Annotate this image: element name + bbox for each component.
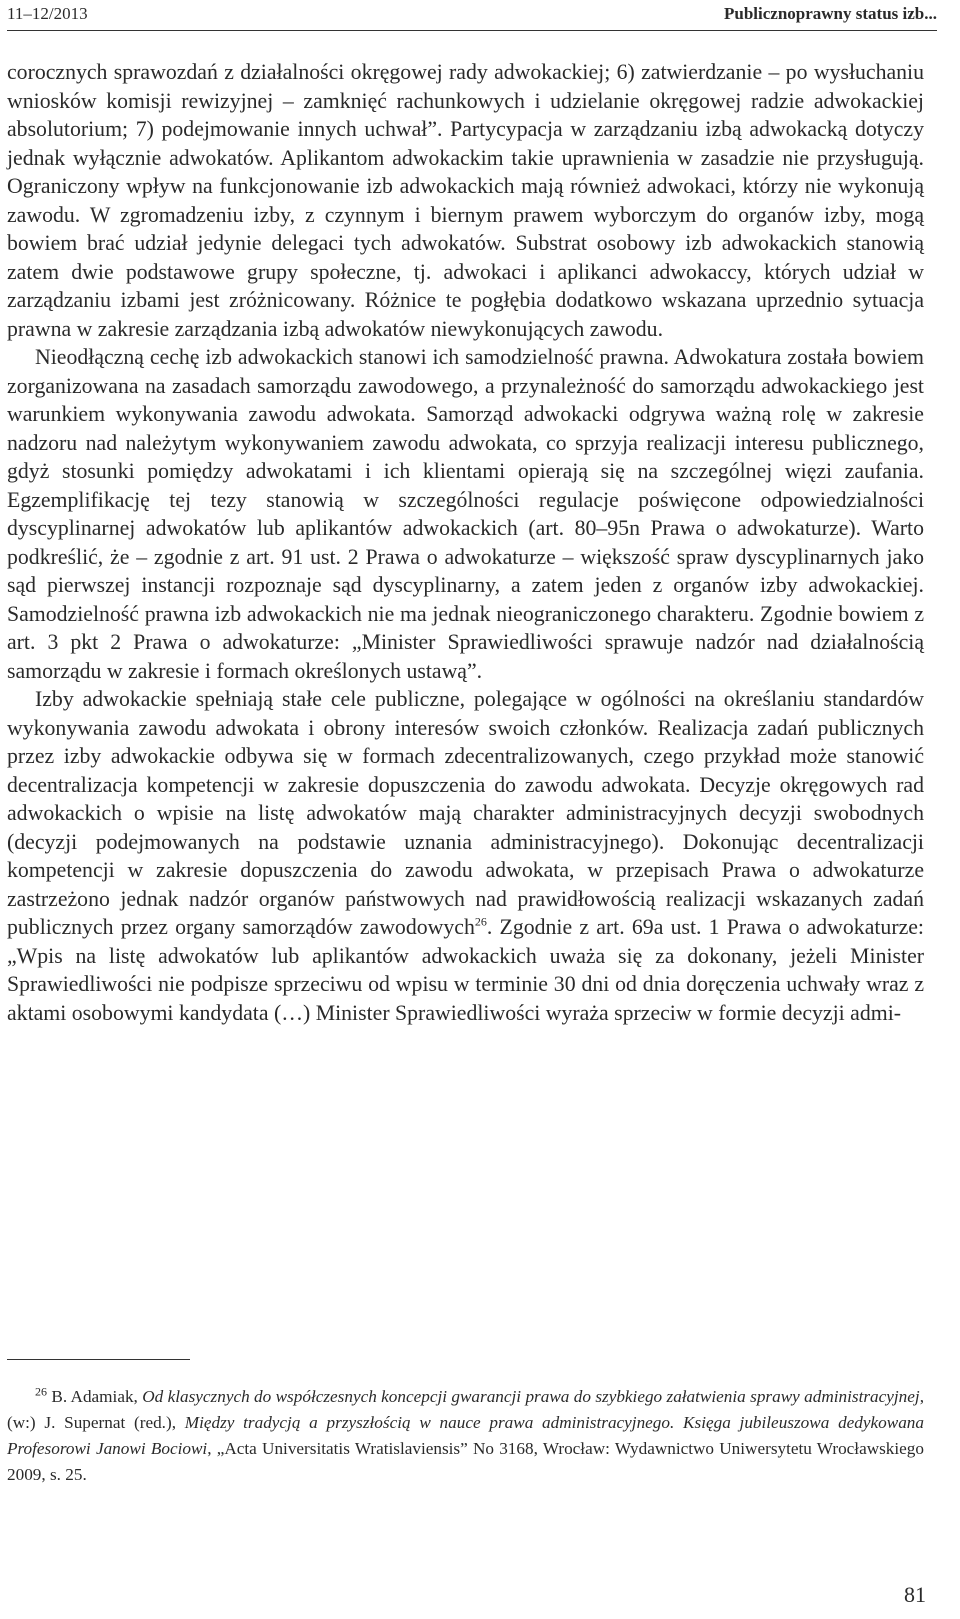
page-number: 81 — [904, 1582, 926, 1607]
issue-number: 11–12/2013 — [7, 4, 88, 23]
footnote-editor: , (w:) J. Supernat (red.), — [7, 1387, 924, 1432]
paragraph-3-part-1: Izby adwokackie spełniają stałe cele publiczne, polegające w ogólności na określaniu standardów wykonywania zawodu adwokata i obrony interesów swoich członków. Realizacja zadań publicznych przez izby adwokackie odbywa się w formach zdecentralizowanych, czego przykład może stanowić decentralizacja kompetencji w zakresie dopuszczenia do zawodu adwokata. Decyzje okręgowych rad adwokackich o wpisie na listę adwokatów mają charakter administracyjnych decyzji swobodnych (decyzji podejmowanych na podstawie uznania administracyjnego). Dokonując decentralizacji kompetencji w zakresie dopuszczenia do zawodu adwokata, w przepisach Prawa o adwokaturze zastrzeżono jednak nadzór organów państwowych nad prawidłowością realizacji wskazanych zadań publicznych przez organy samorządów zawodowych — [7, 687, 924, 939]
footnote-title-1: Od klasycznych do współczesnych koncepcji gwarancji prawa do szybkiego załatwienia sprawy administracyjnej — [142, 1387, 920, 1406]
footnote-publication: , „Acta Universitatis Wratislaviensis” No 3168, Wrocław: Wydawnictwo Uniwersytetu Wrocławskiego 2009, s. 25. — [7, 1439, 924, 1484]
footnote-author: B. Adamiak, — [47, 1387, 143, 1406]
paragraph-1: corocznych sprawozdań z działalności okręgowej rady adwokackiej; 6) zatwierdzanie – po wysłuchaniu wniosków komisji rewizyjnej – zamknięć rachunkowych i udzielanie okręgowej radzie adwokackiej absolutorium; 7) podejmowanie innych uchwał”. Partycypacja w zarządzaniu izbą adwokacką dotyczy jednak wyłącznie adwokatów. Aplikantom adwokackim takie uprawnienia w zasadzie nie przysługują. Ograniczony wpływ na funkcjonowanie izb adwokackich mają również adwokaci, którzy nie wykonują zawodu. W zgromadzeniu izby, z czynnym i biernym prawem wyborczym do organów izby, mogą bowiem brać udział jedynie delegaci tych adwokatów. Substrat osobowy izb adwokackich stanowią zatem dwie podstawowe grupy społeczne, tj. adwokaci i aplikanci adwokaccy, których udział w zarządzaniu izbami jest zróżnicowany. Różnice te pogłębia dodatkowo wskazana uprzednio sytuacja prawna w zakresie zarządzania izbą adwokatów niewykonujących zawodu. — [7, 60, 924, 341]
paragraph-2: Nieodłączną cechę izb adwokackich stanowi ich samodzielność prawna. Adwokatura została bowiem zorganizowana na zasadach samorządu zawodowego, a przynależność do samorządu adwokackiego jest warunkiem wykonywania zawodu adwokata. Samorząd adwokacki odgrywa ważną rolę w zakresie nadzoru nad należytym wykonywaniem zawodu adwokata, co sprzyja realizacji interesu publicznego, gdyż stosunki pomiędzy adwokatami i ich klientami opierają się na szczególnej więzi zaufania. Egzemplifikację tej tezy stanowią w szczególności regulacje poświęcone odpowiedzialności dyscyplinarnej adwokatów lub aplikantów adwokackich (art. 80–95n Prawa o adwokaturze). Warto podkreślić, że – zgodnie z art. 91 ust. 2 Prawa o adwokaturze – większość spraw dyscyplinarnych jako sąd pierwszej instancji rozpoznaje sąd dyscyplinarny, a zatem jeden z organów izby adwokackiej. Samodzielność prawna izb adwokackich nie ma jednak nieograniczonego charakteru. Zgodnie bowiem z art. 3 pkt 2 Prawa o adwokaturze: „Minister Sprawiedliwości sprawuje nadzór nad działalnością samorządu w zakresie i formach określonych ustawą”. — [7, 345, 924, 683]
paragraph-3 — [7, 685, 924, 1027]
main-text — [7, 58, 924, 1027]
footnote-marker: 26 — [35, 1384, 47, 1399]
footnote-reference[interactable]: 26 — [474, 914, 487, 929]
paragraph-3-part-2: . Zgodnie z art. 69a ust. 1 Prawa o adwokaturze: „Wpis na listę adwokatów lub aplikantów adwokackich uważa się za dokonany, jeżeli Minister Sprawiedliwości nie podpisze sprzeciwu od wpisu w terminie 30 dni od dnia doręczenia uchwały wraz z aktami osobowymi kandydata (…) Minister Sprawiedliwości wyraża sprzeciw w formie decyzji admi- — [7, 915, 924, 1025]
running-title: Publicznoprawny status izb... — [724, 4, 937, 23]
running-header — [7, 0, 937, 31]
footnote-title-2: Między tradycją a przyszłością w nauce prawa administracyjnego. Księga jubileuszowa dedykowana Profesorowi Janowi Bociowi — [7, 1413, 924, 1458]
footnote-separator — [7, 1359, 190, 1360]
footnote — [7, 1384, 924, 1488]
